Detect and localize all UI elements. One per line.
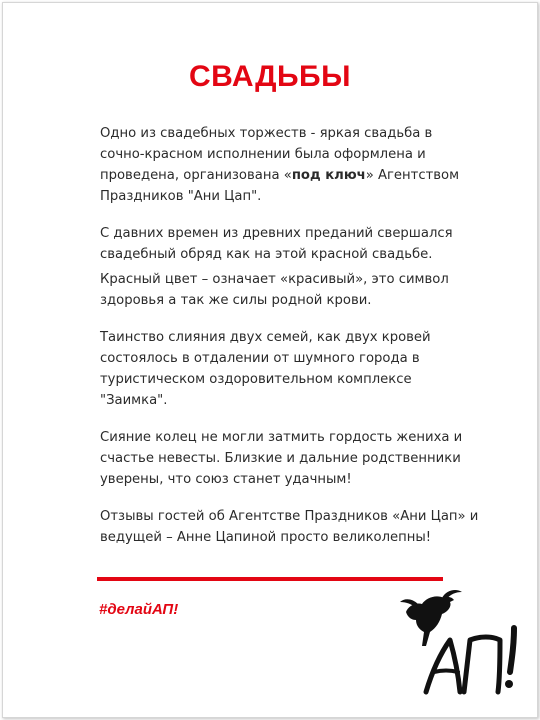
divider-line xyxy=(97,577,443,581)
paragraph-1-bold: под ключ xyxy=(291,168,366,183)
paragraph-1-start: Одно из свадебных торжеств - яркая свадьба в сочно-красном исполнении была оформлена и проведена, организована « xyxy=(100,126,433,183)
exclamation-dot xyxy=(505,680,513,688)
paragraph-1-end: » Агентством Праздников "Ани Цап". xyxy=(100,168,460,204)
page-title: СВАДЬБЫ xyxy=(189,60,351,93)
article-body xyxy=(100,123,480,548)
paragraph-1 xyxy=(100,123,480,207)
paragraph-6: Отзывы гостей об Агентстве Праздников «Ани Цап» и ведущей – Анне Цапиной просто великолепны! xyxy=(100,509,479,545)
paragraph-4: Таинство слияния двух семей, как двух кровей состоялось в отдалении от шумного города в туристическом оздоровительном комплексе "Заимка". xyxy=(100,330,431,408)
ap-logo xyxy=(396,588,526,700)
hashtag: #делайАП! xyxy=(99,601,179,618)
paragraph-5: Сияние колец не могли затмить гордость жениха и счастье невесты. Близкие и дальние родственники уверены, что союз станет удачным! xyxy=(100,430,463,487)
logo-lettering xyxy=(426,628,514,692)
paragraph-2: С давних времен из древних преданий свершался свадебный обряд как на этой красной свадьбе. xyxy=(100,226,453,262)
paragraph-3: Красный цвет – означает «красивый», это символ здоровья а так же силы родной крови. xyxy=(100,272,449,308)
goat-icon xyxy=(400,590,462,646)
